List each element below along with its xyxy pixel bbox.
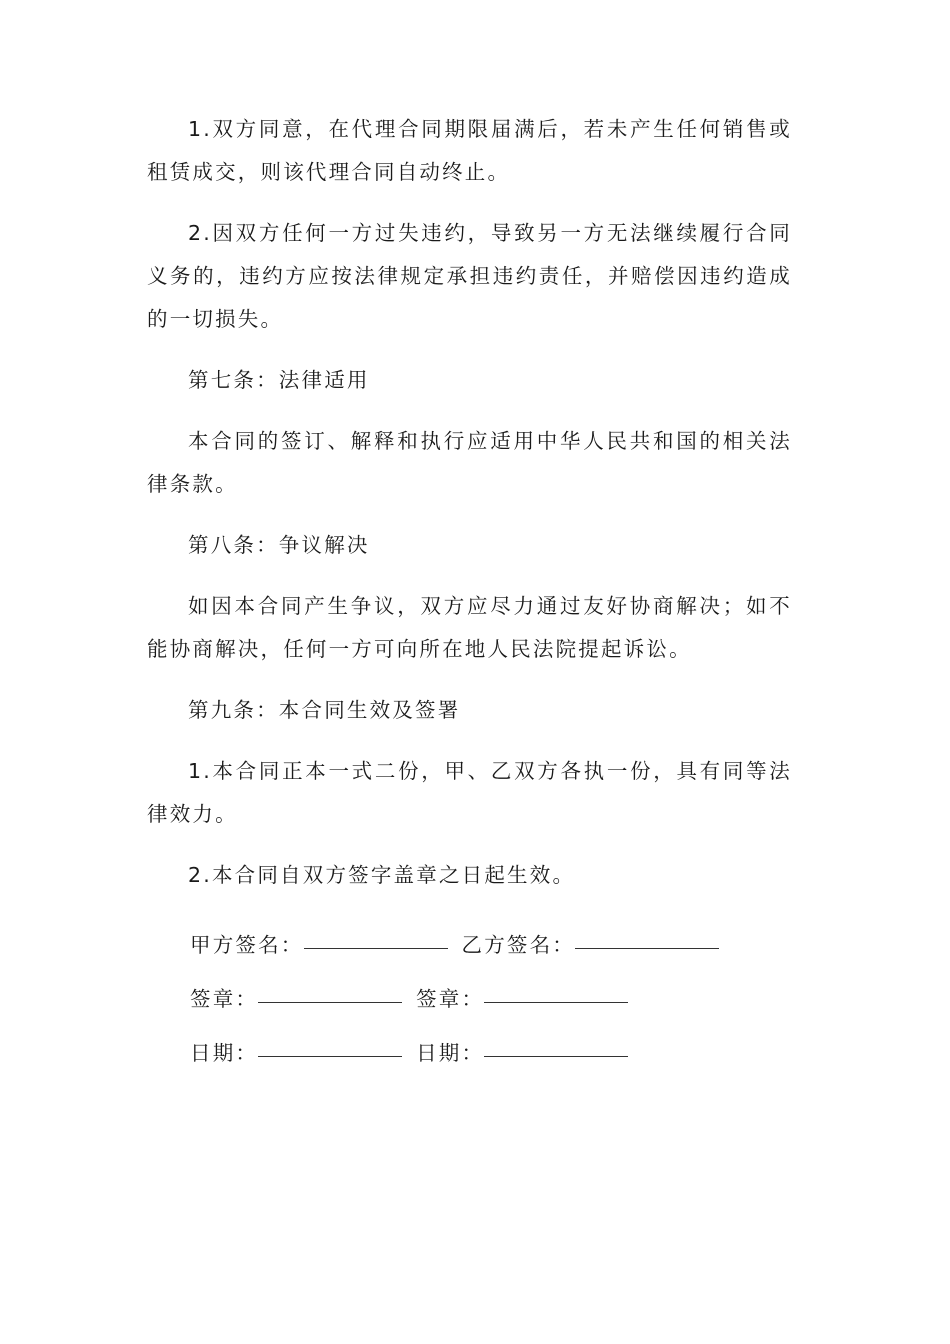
clause-applicable-law: 本合同的签订、解释和执行应适用中华人民共和国的相关法律条款。 <box>147 429 792 496</box>
party-a-seal-label: 签章： <box>190 987 259 1011</box>
party-b-seal-label: 签章： <box>416 987 485 1011</box>
seal-row <box>147 969 792 1012</box>
party-a-seal-line <box>258 1001 402 1003</box>
party-a-date-label: 日期： <box>190 1041 259 1065</box>
clause-breach: 2.因双方任何一方过失违约，导致另一方无法继续履行合同义务的，违约方应按法律规定承担违约责任，并赔偿因违约造成的一切损失。 <box>147 221 792 331</box>
signature-row <box>147 915 792 958</box>
party-b-date-label: 日期： <box>416 1041 485 1065</box>
party-a-date-line <box>258 1055 402 1057</box>
party-a-sign-line <box>304 947 448 949</box>
clause-effective: 2.本合同自双方签字盖章之日起生效。 <box>188 863 576 887</box>
date-row <box>147 1023 792 1066</box>
article-9-heading: 第九条：本合同生效及签署 <box>188 698 461 722</box>
document-page <box>147 108 792 1077</box>
clause-copies: 1.本合同正本一式二份，甲、乙双方各执一份，具有同等法律效力。 <box>147 759 792 826</box>
clause-termination: 1.双方同意，在代理合同期限届满后，若未产生任何销售或租赁成交，则该代理合同自动终止。 <box>147 117 792 184</box>
article-7-heading: 第七条：法律适用 <box>188 368 370 392</box>
party-b-sign-label: 乙方签名： <box>461 933 575 957</box>
party-b-sign-line <box>575 947 719 949</box>
party-b-date-line <box>484 1055 628 1057</box>
party-a-sign-label: 甲方签名： <box>190 933 304 957</box>
party-b-seal-line <box>484 1001 628 1003</box>
clause-dispute: 如因本合同产生争议，双方应尽力通过友好协商解决；如不能协商解决，任何一方可向所在地人民法院提起诉讼。 <box>147 594 792 661</box>
article-8-heading: 第八条：争议解决 <box>188 533 370 557</box>
